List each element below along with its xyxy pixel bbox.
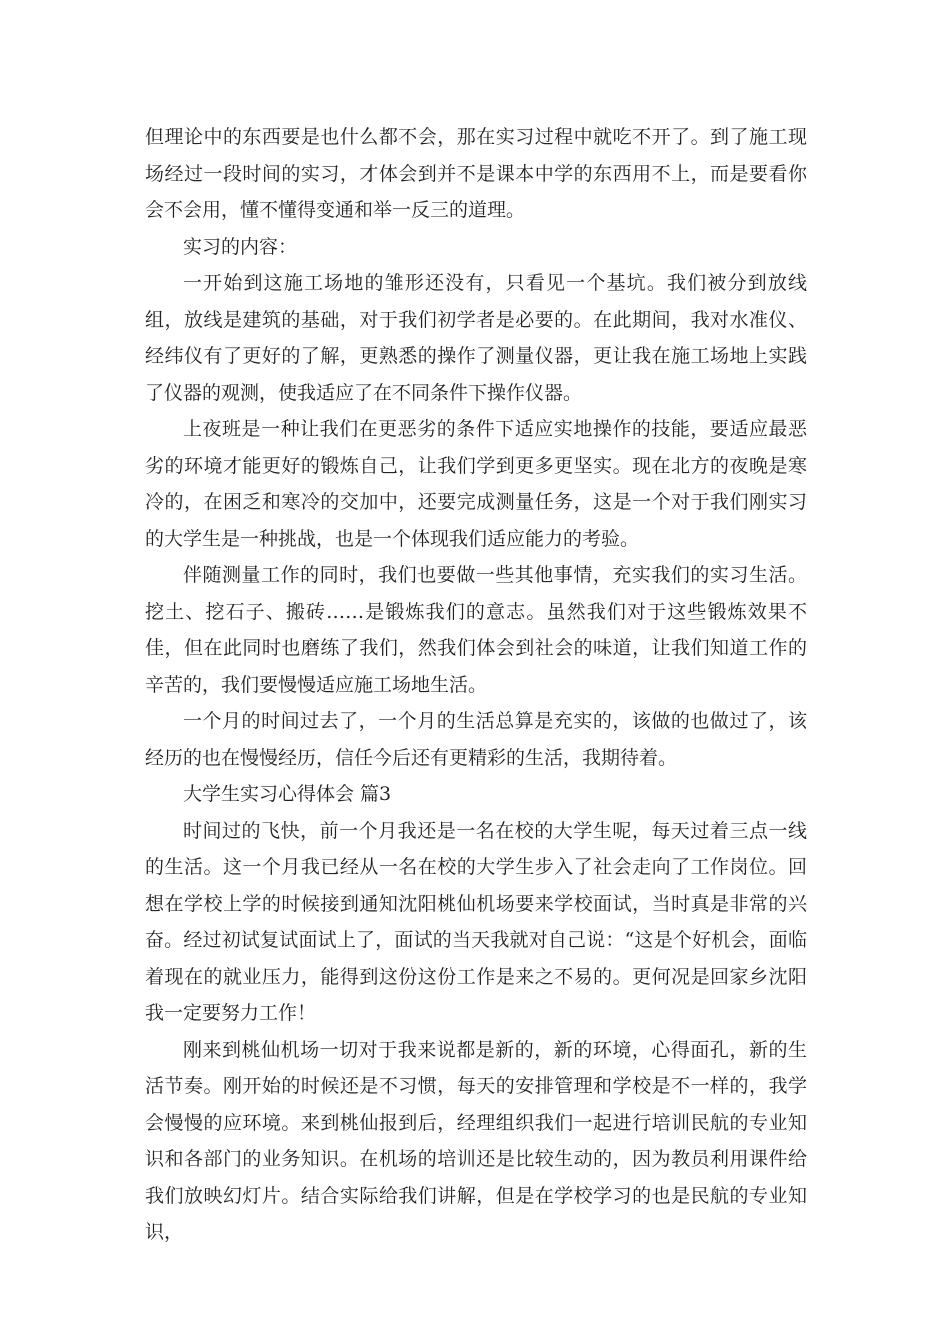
paragraph-6: 一个月的时间过去了，一个月的生活总算是充实的，该做的也做过了，该经历的也在慢慢经历，信任今后还有更精彩的生活，我期待着。 [145,710,807,769]
document-body [145,119,807,1251]
paragraph-8: 时间过的飞快，前一个月我还是一名在校的大学生呢，每天过着三点一线的生活。这一个月我已经从一名在校的大学生步入了社会走向了工作岗位。回想在学校上学的时候接到通知沈阳桃仙机场要来学校面试，当时真是非常的兴奋。经过初试复试面试上了，面试的当天我就对自己说：“这是个好机会，面临着现在的就业压力，能得到这份这份工作是来之不易的。更何况是回家乡沈阳我一定要努力工作！ [145,819,807,1024]
paragraph-9: 刚来到桃仙机场一切对于我来说都是新的，新的环境，心得面孔，新的生活节奏。刚开始的时候还是不习惯，每天的安排管理和学校是不一样的，我学会慢慢的应环境。来到桃仙报到后，经理组织我们一起进行培训民航的专业知识和各部门的业务知识。在机场的培训还是比较生动的，因为教员利用课件给我们放映幻灯片。结合实际给我们讲解，但是在学校学习的也是民航的专业知识， [145,1038,807,1243]
paragraph-1: 但理论中的东西要是也什么都不会，那在实习过程中就吃不开了。到了施工现场经过一段时间的实习，才体会到并不是课本中学的东西用不上，而是要看你会不会用，懂不懂得变通和举一反三的道理。 [145,126,807,221]
section-heading-part3: 大学生实习心得体会 篇3 [183,783,392,805]
paragraph-4: 上夜班是一种让我们在更恶劣的条件下适应实地操作的技能，要适应最恶劣的环境才能更好的锻炼自己，让我们学到更多更坚实。现在北方的夜晚是寒冷的，在困乏和寒冷的交加中，还要完成测量任务，这是一个对于我们刚实习的大学生是一种挑战，也是一个体现我们适应能力的考验。 [145,418,807,550]
section-label-content: 实习的内容： [183,235,298,258]
paragraph-5: 伴随测量工作的同时，我们也要做一些其他事情，充实我们的实习生活。挖土、挖石子、搬砖……是锻炼我们的意志。虽然我们对于这些锻炼效果不佳，但在此同时也磨练了我们，然我们体会到社会的味道，让我们知道工作的辛苦的，我们要慢慢适应施工场地生活。 [145,564,807,696]
paragraph-3: 一开始到这施工场地的雏形还没有，只看见一个基坑。我们被分到放线组，放线是建筑的基础，对于我们初学者是必要的。在此期间，我对水准仪、经纬仪有了更好的了解，更熟悉的操作了测量仪器，更让我在施工场地上实践了仪器的观测，使我适应了在不同条件下操作仪器。 [145,272,807,404]
